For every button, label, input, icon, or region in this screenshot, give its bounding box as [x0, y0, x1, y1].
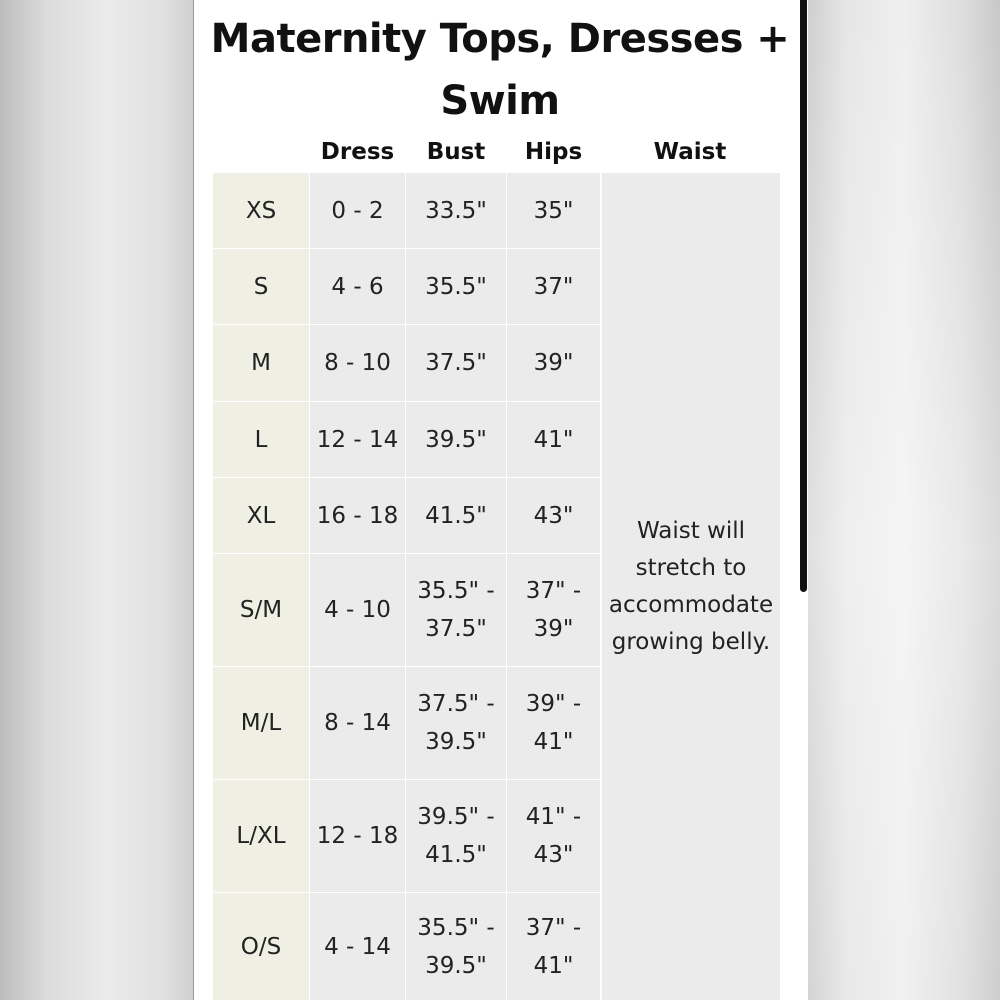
hips-cell: 41" — [507, 402, 600, 477]
bust-cell: 33.5" — [406, 173, 506, 248]
dress-cell: 8 - 14 — [310, 667, 405, 779]
dress-cell: 4 - 14 — [310, 893, 405, 1000]
hips-cell: 37" - 41" — [507, 893, 600, 1000]
size-cell: L/XL — [213, 780, 309, 892]
size-chart-table — [213, 173, 780, 1000]
dress-cell: 12 - 14 — [310, 402, 405, 477]
column-header-hips: Hips — [524, 139, 583, 165]
size-cell: XS — [213, 173, 309, 248]
background-right — [808, 0, 1000, 1000]
size-cell: S/M — [213, 554, 309, 666]
column-header-waist: Waist — [653, 139, 727, 165]
bust-cell: 37.5" - 39.5" — [406, 667, 506, 779]
bust-cell: 35.5" - 39.5" — [406, 893, 506, 1000]
dress-cell: 4 - 10 — [310, 554, 405, 666]
size-cell: L — [213, 402, 309, 477]
hips-cell: 41" - 43" — [507, 780, 600, 892]
hips-cell: 39" - 41" — [507, 667, 600, 779]
size-cell: O/S — [213, 893, 309, 1000]
dress-cell: 0 - 2 — [310, 173, 405, 248]
column-header-dress: Dress — [320, 139, 395, 165]
size-cell: XL — [213, 478, 309, 553]
bust-cell: 37.5" — [406, 325, 506, 401]
dress-cell: 8 - 10 — [310, 325, 405, 401]
hips-cell: 43" — [507, 478, 600, 553]
bust-cell: 41.5" — [406, 478, 506, 553]
hips-cell: 39" — [507, 325, 600, 401]
size-cell: M — [213, 325, 309, 401]
column-header-bust: Bust — [426, 139, 486, 165]
dress-cell: 4 - 6 — [310, 249, 405, 324]
hips-cell: 37" — [507, 249, 600, 324]
bust-cell: 39.5" - 41.5" — [406, 780, 506, 892]
page-title: Maternity Tops, Dresses + Swim — [210, 16, 790, 124]
dress-cell: 12 - 18 — [310, 780, 405, 892]
hips-cell: 35" — [507, 173, 600, 248]
bust-cell: 35.5" - 37.5" — [406, 554, 506, 666]
hips-cell: 37" - 39" — [507, 554, 600, 666]
waist-note: Waist will stretch to accommodate growing belly. — [602, 173, 780, 1000]
size-cell: M/L — [213, 667, 309, 779]
bust-cell: 35.5" — [406, 249, 506, 324]
background-left — [0, 0, 193, 1000]
bust-cell: 39.5" — [406, 402, 506, 477]
dress-cell: 16 - 18 — [310, 478, 405, 553]
size-cell: S — [213, 249, 309, 324]
